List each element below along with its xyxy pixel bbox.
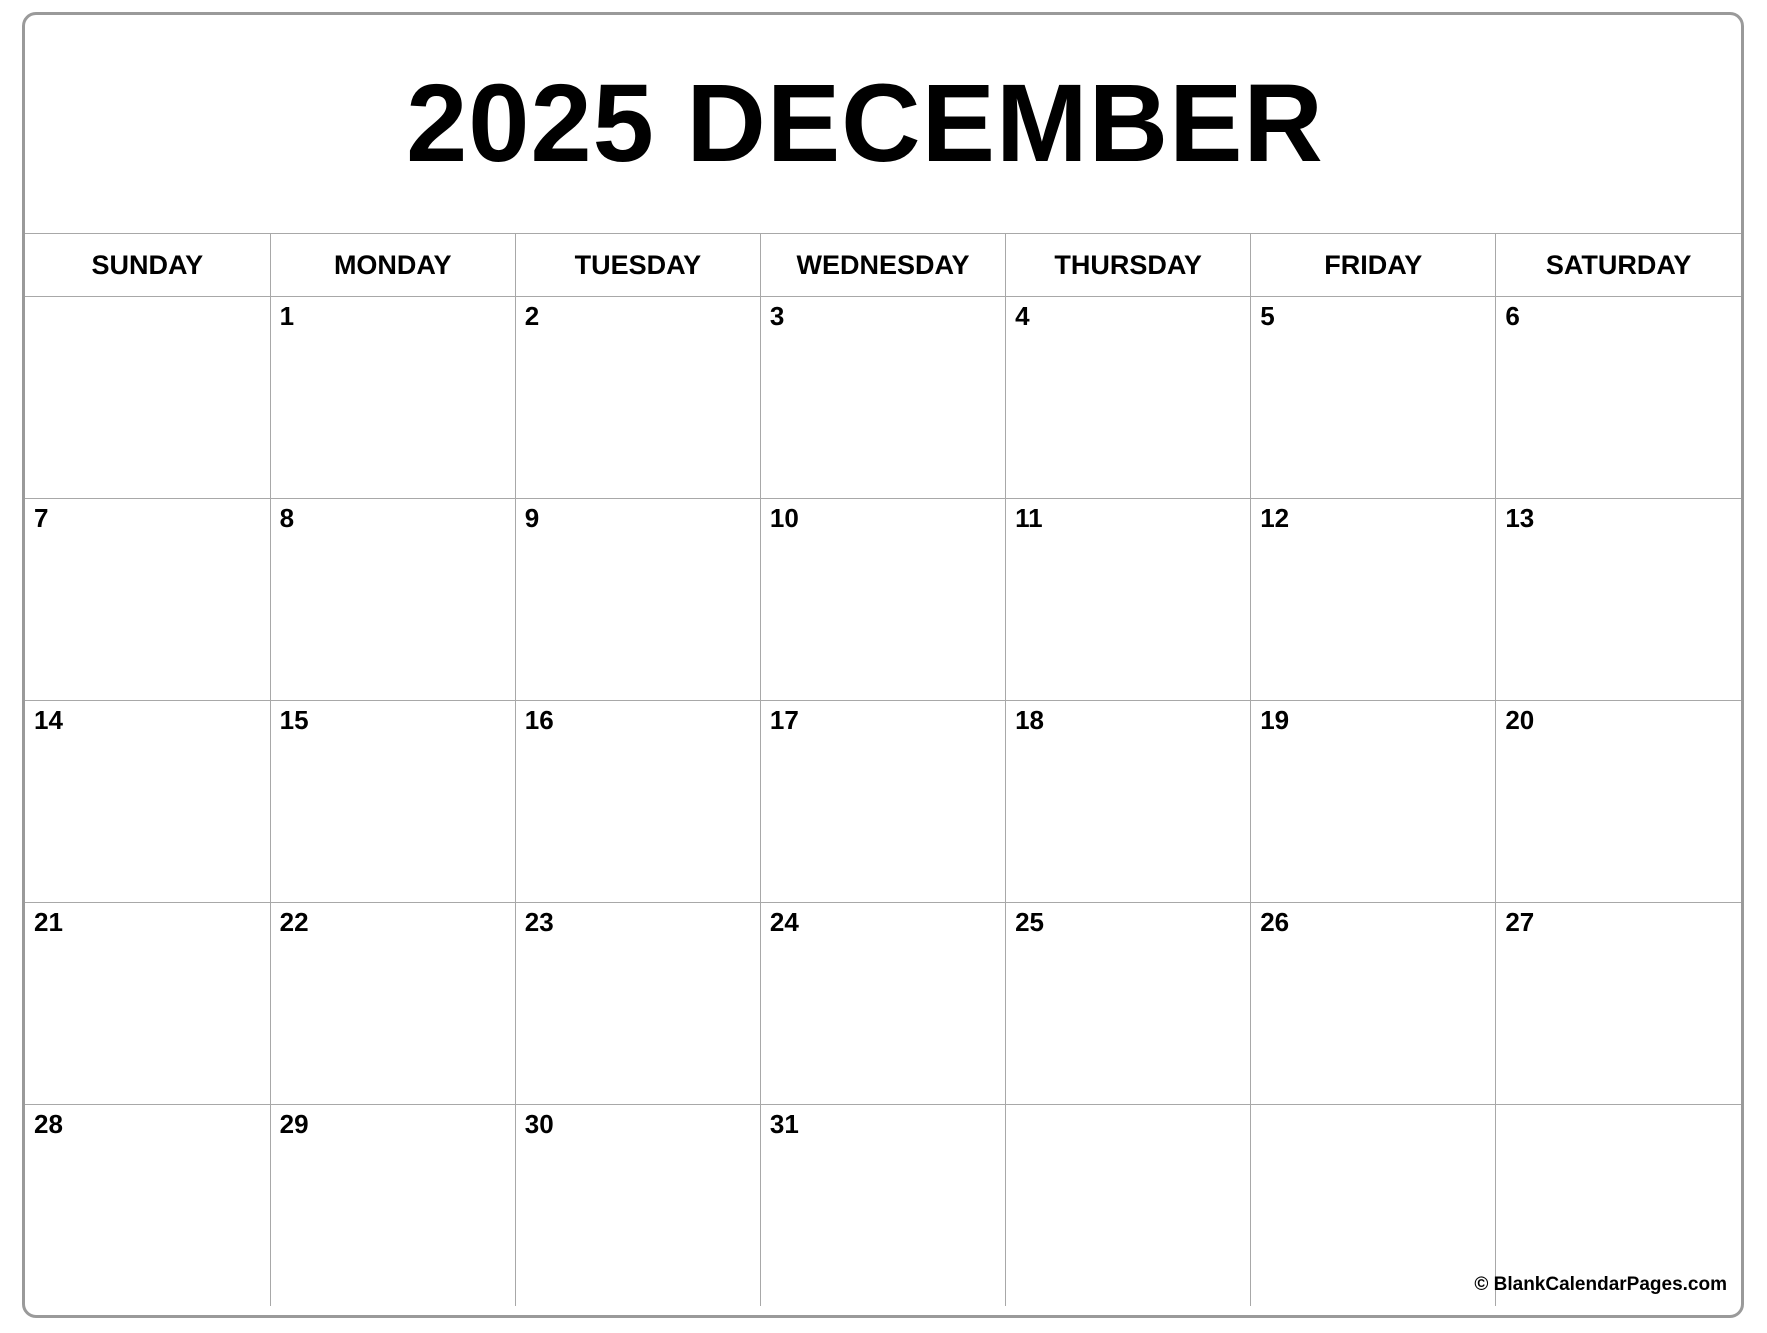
calendar-week-row xyxy=(25,499,1741,701)
calendar-grid xyxy=(25,233,1741,1306)
day-cell[interactable] xyxy=(25,297,270,499)
day-number: 22 xyxy=(279,907,309,937)
day-cell[interactable] xyxy=(515,499,760,701)
day-cell[interactable] xyxy=(1251,297,1496,499)
day-cell[interactable] xyxy=(25,701,270,903)
day-cell[interactable] xyxy=(515,903,760,1105)
day-cell[interactable] xyxy=(270,701,515,903)
day-cell[interactable] xyxy=(515,297,760,499)
day-number: 30 xyxy=(524,1109,554,1139)
day-number: 23 xyxy=(524,907,554,937)
day-cell[interactable] xyxy=(1251,903,1496,1105)
day-number: 17 xyxy=(769,705,799,735)
day-cell[interactable] xyxy=(1496,903,1741,1105)
day-cell[interactable] xyxy=(1006,903,1251,1105)
day-cell[interactable] xyxy=(515,701,760,903)
calendar-title-bar xyxy=(25,15,1741,233)
day-number: 18 xyxy=(1015,705,1044,735)
day-number: 24 xyxy=(769,907,799,937)
day-cell[interactable] xyxy=(1006,499,1251,701)
day-cell[interactable] xyxy=(760,499,1005,701)
day-number: 26 xyxy=(1260,907,1290,937)
weekday-header-monday: MONDAY xyxy=(270,234,515,297)
day-cell[interactable] xyxy=(1496,701,1741,903)
day-cell[interactable] xyxy=(25,499,270,701)
day-cell[interactable] xyxy=(1496,499,1741,701)
calendar-week-row xyxy=(25,1105,1741,1307)
weekday-header-thursday: THURSDAY xyxy=(1006,234,1251,297)
day-cell[interactable] xyxy=(270,499,515,701)
day-cell[interactable] xyxy=(270,1105,515,1307)
day-number: 7 xyxy=(34,503,49,533)
day-cell[interactable] xyxy=(760,903,1005,1105)
day-number: 14 xyxy=(34,705,63,735)
day-number: 29 xyxy=(279,1109,309,1139)
day-cell[interactable] xyxy=(1006,701,1251,903)
day-number: 27 xyxy=(1505,907,1535,937)
day-number: 2 xyxy=(524,301,540,331)
day-number: 4 xyxy=(1015,301,1030,331)
credit-label: © BlankCalendarPages.com xyxy=(1474,1274,1727,1295)
day-cell[interactable] xyxy=(1496,297,1741,499)
weekday-header-wednesday: WEDNESDAY xyxy=(760,234,1005,297)
day-number: 19 xyxy=(1260,705,1290,735)
day-number: 5 xyxy=(1260,301,1275,331)
calendar-frame xyxy=(22,12,1744,1318)
day-cell[interactable] xyxy=(270,903,515,1105)
day-cell[interactable] xyxy=(760,1105,1005,1307)
day-cell[interactable] xyxy=(1474,1105,1741,1307)
day-cell[interactable] xyxy=(25,903,270,1105)
day-cell[interactable] xyxy=(760,701,1005,903)
day-number: 1 xyxy=(279,301,295,331)
day-cell[interactable] xyxy=(1006,1105,1251,1307)
calendar-week-row xyxy=(25,903,1741,1105)
day-cell[interactable] xyxy=(1251,1105,1496,1307)
day-number: 12 xyxy=(1260,503,1290,533)
weekday-header-row xyxy=(25,234,1741,297)
day-number: 13 xyxy=(1505,503,1535,533)
day-cell[interactable] xyxy=(1251,701,1496,903)
day-number: 11 xyxy=(1015,503,1043,533)
weekday-header-tuesday: TUESDAY xyxy=(515,234,760,297)
day-number: 21 xyxy=(34,907,63,937)
day-number: 16 xyxy=(524,705,554,735)
calendar-week-row xyxy=(25,701,1741,903)
page-title: 2025 DECEMBER xyxy=(406,62,1324,185)
day-number: 3 xyxy=(769,301,785,331)
weekday-header-saturday: SATURDAY xyxy=(1496,234,1741,297)
day-cell[interactable] xyxy=(760,297,1005,499)
day-number: 25 xyxy=(1015,907,1044,937)
day-number: 8 xyxy=(279,503,295,533)
day-number: 9 xyxy=(524,503,540,533)
day-number: 28 xyxy=(34,1109,63,1139)
day-number: 31 xyxy=(769,1109,799,1139)
day-cell[interactable] xyxy=(515,1105,760,1307)
weekday-header-sunday: SUNDAY xyxy=(25,234,270,297)
day-cell[interactable] xyxy=(270,297,515,499)
day-cell[interactable] xyxy=(1006,297,1251,499)
day-cell[interactable] xyxy=(25,1105,270,1307)
calendar-week-row xyxy=(25,297,1741,499)
day-number: 10 xyxy=(769,503,799,533)
day-number: 6 xyxy=(1505,301,1520,331)
day-number: 15 xyxy=(279,705,309,735)
day-number: 20 xyxy=(1505,705,1535,735)
day-cell[interactable] xyxy=(1251,499,1496,701)
weekday-header-friday: FRIDAY xyxy=(1251,234,1496,297)
